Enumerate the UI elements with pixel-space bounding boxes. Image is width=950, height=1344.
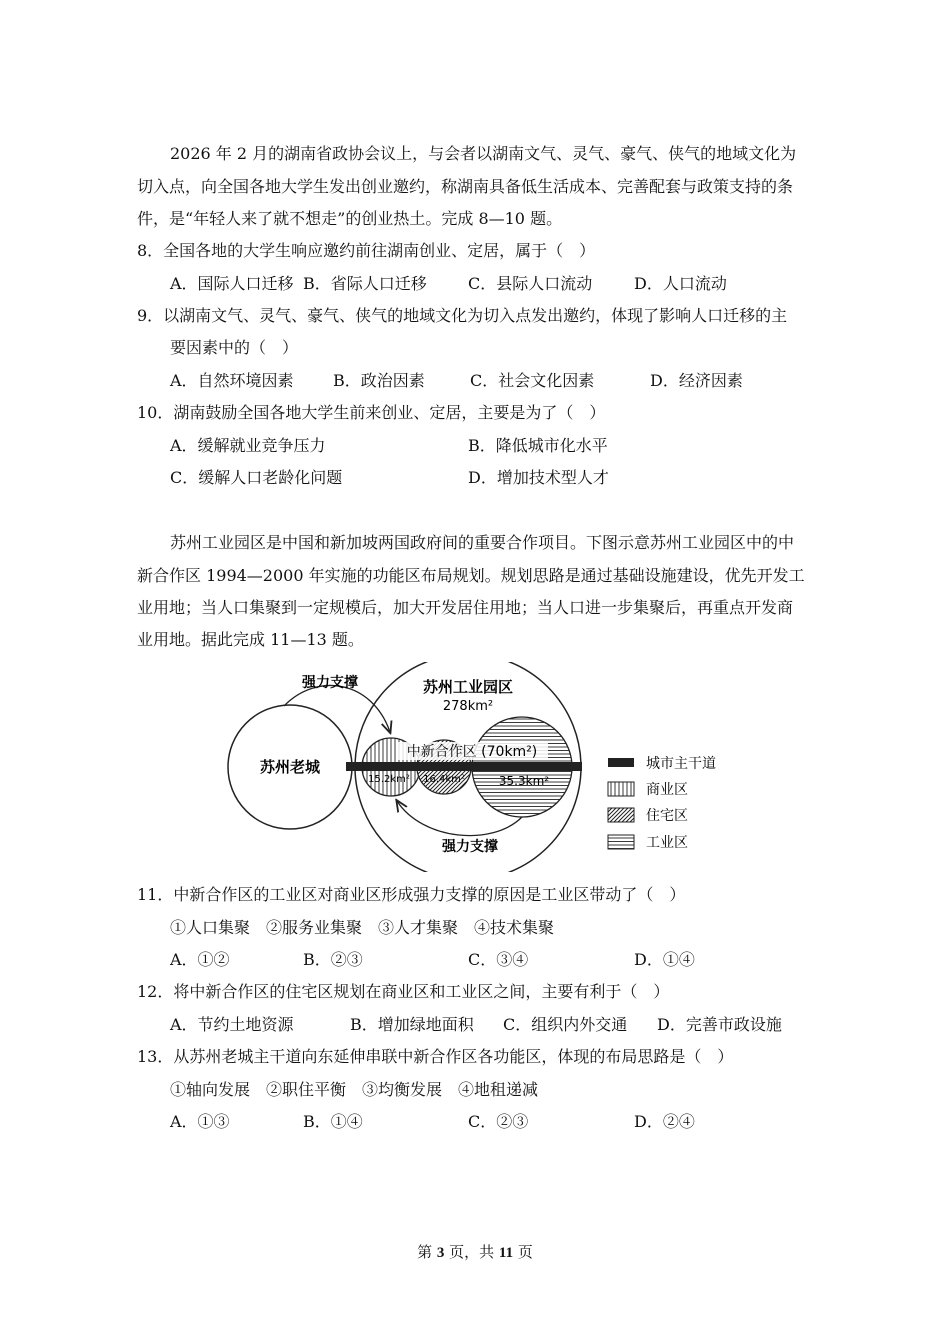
- q10-option-b: B．降低城市化水平: [468, 436, 608, 455]
- passage2-line-4: 业用地。据此完成 11—13 题。: [137, 630, 364, 649]
- footer-suffix: 页: [513, 1243, 533, 1261]
- q10-option-c: C．缓解人口老龄化问题: [170, 468, 343, 487]
- support-bottom-label: 强力支撑: [442, 839, 498, 855]
- q11-stem: 11．中新合作区的工业区对商业区形成强力支撑的原因是工业区带动了（ ）: [137, 885, 686, 904]
- industrial-area-label: 35.3km²: [498, 774, 550, 788]
- q10-option-a: A．缓解就业竞争压力: [170, 436, 326, 455]
- q9-option-b: B．政治因素: [333, 371, 425, 390]
- passage1-line-2: 切入点，向全国各地大学生发出创业邀约，称湖南具备低生活成本、完善配套与政策支持的条: [137, 177, 794, 196]
- footer-page-number: 3: [436, 1245, 445, 1261]
- q10-stem: 10．湖南鼓励全国各地大学生前来创业、定居，主要是为了（ ）: [137, 403, 606, 422]
- q12-option-a: A．节约土地资源: [170, 1015, 294, 1034]
- q11-option-b: B．②③: [303, 950, 363, 969]
- q9-stem-line-2: 要因素中的（ ）: [170, 338, 299, 357]
- q13-option-d: D．②④: [634, 1112, 695, 1131]
- q8-option-c: C．县际人口流动: [468, 274, 593, 293]
- legend-commercial-label: 商业区: [646, 782, 688, 798]
- q11-option-c: C．③④: [468, 950, 529, 969]
- passage2-line-3: 业用地；当人口集聚到一定规模后，加大开发居住用地；当人口进一步集聚后，再重点开发商: [137, 598, 794, 617]
- q12-option-c: C．组织内外交通: [503, 1015, 628, 1034]
- legend-road-label: 城市主干道: [646, 756, 716, 772]
- q8-option-d: D．人口流动: [634, 274, 727, 293]
- cooperation-zone-label: 中新合作区 (70km²): [406, 744, 538, 760]
- residential-area-label: 16.4km²: [423, 774, 465, 785]
- q8-option-b: B．省际人口迁移: [303, 274, 427, 293]
- park-area-label: 278km²: [442, 699, 494, 714]
- q12-option-b: B．增加绿地面积: [350, 1015, 474, 1034]
- q13-items: ①轴向发展 ②职住平衡 ③均衡发展 ④地租递减: [170, 1080, 539, 1099]
- q9-option-a: A．自然环境因素: [170, 371, 294, 390]
- q13-stem: 13．从苏州老城主干道向东延伸串联中新合作区各功能区，体现的布局思路是（ ）: [137, 1047, 734, 1066]
- q8-stem: 8．全国各地的大学生响应邀约前往湖南创业、定居，属于（ ）: [137, 241, 596, 260]
- q13-option-a: A．①③: [170, 1112, 230, 1131]
- footer-mid: 页，共: [444, 1243, 499, 1261]
- passage1-line-1: 2026 年 2 月的湖南省政协会议上，与会者以湖南文气、灵气、豪气、侠气的地域文化为: [170, 144, 797, 163]
- q9-option-d: D．经济因素: [650, 371, 743, 390]
- q12-stem: 12．将中新合作区的住宅区规划在商业区和工业区之间，主要有利于（ ）: [137, 982, 670, 1001]
- q8-option-a: A．国际人口迁移: [170, 274, 294, 293]
- legend-commercial-swatch: [608, 782, 634, 796]
- support-top-label: 强力支撑: [302, 675, 358, 691]
- park-name-label: 苏州工业园区: [422, 678, 514, 696]
- page-footer: [0, 1241, 950, 1262]
- footer-total-pages: 11: [498, 1245, 514, 1261]
- legend-road-swatch: [608, 758, 634, 767]
- q11-option-a: A．①②: [170, 950, 230, 969]
- legend-residential-label: 住宅区: [646, 808, 688, 824]
- q11-option-d: D．①④: [634, 950, 695, 969]
- q10-option-d: D．增加技术型人才: [468, 468, 609, 487]
- commercial-area-label: 15.2km²: [368, 774, 410, 785]
- passage2-line-1: 苏州工业园区是中国和新加坡两国政府间的重要合作项目。下图示意苏州工业园区中的中: [170, 533, 795, 552]
- q11-items: ①人口集聚 ②服务业集聚 ③人才集聚 ④技术集聚: [170, 918, 555, 937]
- q9-stem-line-1: 9．以湖南文气、灵气、豪气、侠气的地域文化为切入点发出邀约，体现了影响人口迁移的主: [137, 306, 788, 325]
- q13-option-c: C．②③: [468, 1112, 529, 1131]
- passage1-line-3: 件，是“年轻人来了就不想走”的创业热土。完成 8—10 题。: [137, 209, 563, 228]
- old-city-label: 苏州老城: [259, 758, 321, 776]
- passage2-line-2: 新合作区 1994—2000 年实施的功能区布局规划。规划思路是通过基础设施建设，优先开发工: [137, 566, 805, 585]
- suzhou-park-layout-diagram: [222, 662, 742, 872]
- q13-option-b: B．①④: [303, 1112, 363, 1131]
- q9-option-c: C．社会文化因素: [470, 371, 595, 390]
- main-road: [346, 762, 582, 771]
- legend-residential-swatch: [608, 808, 634, 822]
- legend-industrial-swatch: [608, 835, 634, 849]
- q12-option-d: D．完善市政设施: [657, 1015, 782, 1034]
- legend-industrial-label: 工业区: [646, 835, 688, 851]
- footer-prefix: 第: [417, 1243, 437, 1261]
